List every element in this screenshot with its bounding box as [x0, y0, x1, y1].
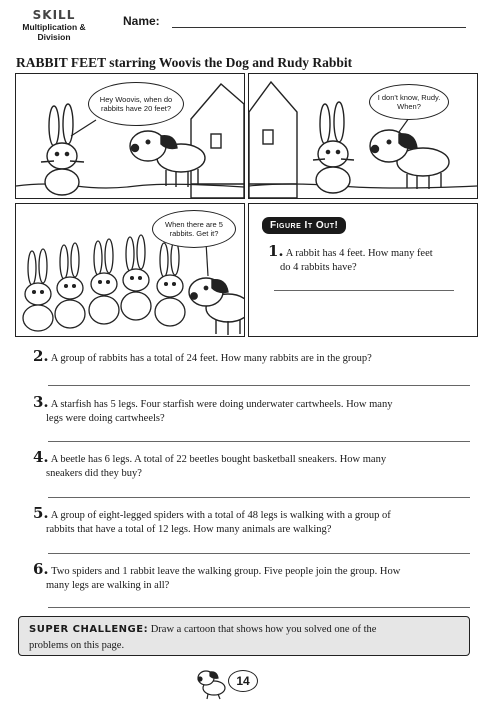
- page-number: 14: [228, 670, 258, 692]
- figure-it-out-badge: Figure It Out!: [262, 217, 346, 234]
- skill-badge: [12, 8, 96, 52]
- name-label: Name:: [123, 14, 160, 28]
- page-title: RABBIT FEET starring Woovis the Dog and Rudy Rabbit: [16, 55, 353, 70]
- answer-line-4[interactable]: [48, 497, 470, 498]
- question-2: 2. A group of rabbits has a total of 24 feet. How many rabbits are in the group?: [33, 347, 372, 365]
- rabbit-drawing: [41, 104, 84, 195]
- answer-line-3[interactable]: [48, 441, 470, 442]
- house-window: [263, 130, 273, 144]
- question-6: 6. Two spiders and 1 rabbit leave the walking group. Five people join the group. How many legs are walking in all?: [33, 560, 401, 591]
- super-challenge-label: SUPER CHALLENGE:: [29, 624, 149, 635]
- answer-line-2[interactable]: [48, 385, 470, 386]
- question-1-text-line2: do 4 rabbits have?: [280, 262, 357, 273]
- super-challenge-text-line1: Draw a cartoon that shows how you solved one of the: [148, 624, 377, 635]
- question-4: 4. A beetle has 6 legs. A total of 22 beetles bought basketball sneakers. How many sneakers did they buy?: [33, 448, 387, 479]
- skill-topic-line1: Multiplication &: [22, 22, 86, 32]
- speech-bubble-3: When there are 5 rabbits. Get it?: [152, 210, 236, 248]
- answer-line-1[interactable]: [274, 290, 454, 291]
- dog-drawing: [370, 130, 449, 189]
- speech-bubble-1: Hey Woovis, when do rabbits have 20 feet?: [88, 82, 184, 126]
- comic-panel-2: [248, 73, 478, 199]
- dog-drawing: [189, 278, 244, 335]
- speech-bubble-2: I don't know, Rudy. When?: [369, 84, 449, 120]
- question-5: 5. A group of eight-legged spiders with a total of 48 legs is walking with a group of rabbits that have a total of 12 legs. How many animals are walking?: [33, 504, 391, 535]
- skill-label: SKILL: [32, 8, 76, 22]
- dog-mascot-icon: [196, 664, 230, 700]
- question-1-number: 1.: [268, 242, 284, 260]
- comic-panel-3: [15, 203, 245, 337]
- question-3: 3. A starfish has 5 legs. Four starfish were doing underwater cartwheels. How many legs were doing cartwheels?: [33, 393, 393, 424]
- question-1: [268, 244, 468, 275]
- rabbits-group-drawing: [23, 235, 185, 331]
- answer-line-6[interactable]: [48, 607, 470, 608]
- super-challenge-box: [18, 616, 470, 656]
- answer-line-5[interactable]: [48, 553, 470, 554]
- question-1-text-line1: A rabbit has 4 feet. How many feet: [285, 248, 433, 259]
- skill-topic-line2: Division: [37, 32, 71, 42]
- rabbit-drawing: [313, 102, 354, 193]
- house-window: [211, 134, 221, 148]
- name-field-line[interactable]: [172, 27, 466, 28]
- comic-panel-1: [15, 73, 245, 199]
- super-challenge-text-line2: problems on this page.: [29, 640, 125, 651]
